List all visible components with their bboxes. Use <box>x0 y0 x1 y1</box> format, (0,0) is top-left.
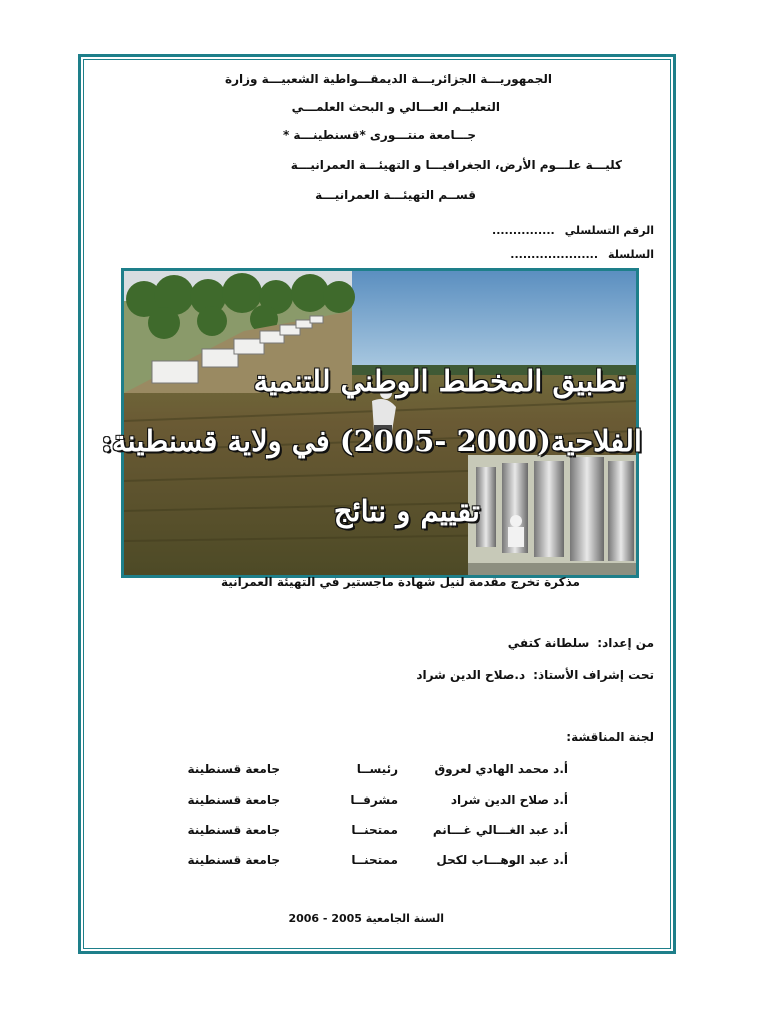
jury-member-university: جامعة قسنطينة <box>187 793 280 807</box>
jury-member-role: ممتحنــا <box>351 853 398 867</box>
supervisor-name: د.صلاح الدين شراد <box>416 668 526 682</box>
jury-member-name: أ.د عبد الغـــالي غـــانم <box>432 823 568 837</box>
serial-number-value: ............... <box>492 224 555 237</box>
serial-number-row <box>492 224 654 237</box>
jury-member-name: أ.د صلاح الدين شراد <box>450 793 568 807</box>
thesis-title-line-1: تطبيق المخطط الوطني للتنمية <box>253 364 626 398</box>
header-university: جـــامعة منتـــورى *قسنطينـــة * <box>282 128 476 142</box>
cover-photo-collage <box>121 268 639 578</box>
header-higher-education: التعليــم العـــالي و البحث العلمـــي <box>291 100 500 114</box>
thesis-subtitle: مذكرة تخرج مقدمة لنيل شهادة ماجستير في التهيئة العمرانية <box>220 575 580 589</box>
thesis-title-line-2: الفلاحية(2000 -2005) في ولاية قسنطينة: <box>101 424 642 458</box>
jury-member-university: جامعة قسنطينة <box>187 762 280 776</box>
header-department: قســم التهيئـــة العمرانيـــة <box>315 188 476 202</box>
thesis-title-line-3: تقييم و نتائج <box>333 494 480 528</box>
jury-member-university: جامعة قسنطينة <box>187 823 280 837</box>
jury-member-name: أ.د محمد الهادي لعروق <box>434 762 568 776</box>
jury-title: لجنة المناقشة: <box>566 730 654 744</box>
jury-member-role: رئيســا <box>356 762 398 776</box>
header-republic-ministry: الجمهوريـــة الجزائريـــة الديمقـــواطية الشعبيـــة وزارة <box>225 72 552 86</box>
jury-member-university: جامعة قسنطينة <box>187 853 280 867</box>
jury-member-role: مشرفــا <box>350 793 398 807</box>
header-faculty: كليـــة علـــوم الأرض، الجغرافيـــا و التهيئـــة العمرانيـــة <box>290 158 622 172</box>
jury-member-role: ممتحنــا <box>351 823 398 837</box>
supervisor-row <box>416 668 654 682</box>
author-name: سلطانة كتفي <box>507 636 590 650</box>
supervisor-label: تحت إشراف الأستاذ: <box>533 668 654 682</box>
academic-year: السنة الجامعية 2005 - 2006 <box>288 912 444 925</box>
author-label: من إعداد: <box>597 636 654 650</box>
serial-number-label: الرقم التسلسلي <box>564 224 654 237</box>
jury-member-name: أ.د عبد الوهـــاب لكحل <box>436 853 568 867</box>
series-label: السلسلة <box>608 248 654 261</box>
author-row <box>508 636 654 650</box>
series-value: ..................... <box>510 248 599 261</box>
series-row <box>510 248 654 261</box>
